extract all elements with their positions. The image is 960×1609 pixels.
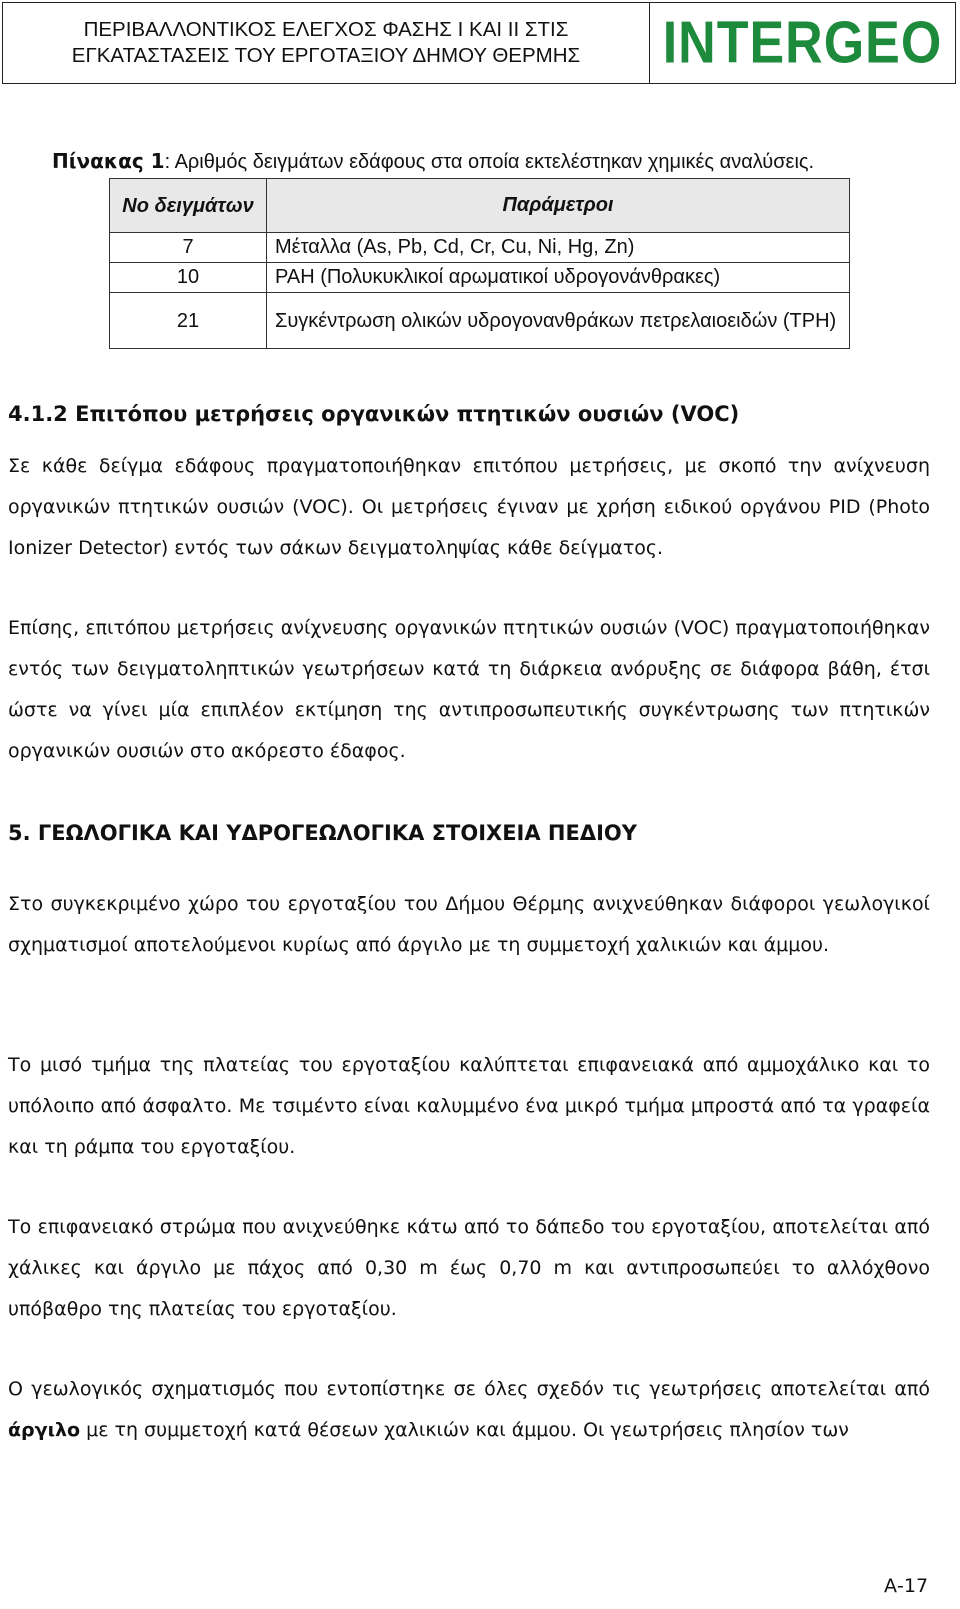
sample-count-cell: 7 [110, 233, 267, 263]
paragraph [8, 1369, 930, 1451]
paragraph-text: Ο γεωλογικός σχηματισμός που εντοπίστηκε σε όλες σχεδόν τις γεωτρήσεις αποτελείται από [8, 1378, 930, 1400]
section-heading-4-1-2: 4.1.2 Επιτόπου μετρήσεις οργανικών πτητικών ουσιών (VOC) [8, 402, 740, 426]
paragraph: Σε κάθε δείγμα εδάφους πραγματοποιήθηκαν επιτόπου μετρήσεις, με σκοπό την ανίχνευση οργανικών πτητικών ουσιών (VOC). Οι μετρήσεις έγιναν με χρήση ειδικού οργάνου PID (Photo Ionizer Detector) εντός των σάκων δειγματοληψίας κάθε δείγματος. [8, 455, 930, 559]
document-title-line-1: ΠΕΡΙΒΑΛΛΟΝΤΙΚΟΣ ΕΛΕΓΧΟΣ ΦΑΣΗΣ Ι ΚΑΙ ΙΙ ΣΤΙΣ [83, 18, 569, 41]
section-heading-5: 5. ΓΕΩΛΟΓΙΚΑ ΚΑΙ ΥΔΡΟΓΕΩΛΟΓΙΚΑ ΣΤΟΙΧΕΙΑ ΠΕΔΙΟΥ [8, 821, 637, 845]
document-title-line-2: ΕΓΚΑΤΑΣΤΑΣΕΙΣ ΤΟΥ ΕΡΓΟΤΑΞΙΟΥ ΔΗΜΟΥ ΘΕΡΜΗΣ [71, 44, 581, 67]
samples-table [109, 178, 850, 349]
emphasized-term: άργιλο [8, 1419, 81, 1441]
intergeo-logo [650, 3, 955, 83]
paragraph: Στο συγκεκριμένο χώρο του εργοταξίου του Δήμου Θέρμης ανιχνεύθηκαν διάφοροι γεωλογικοί σχηματισμοί αποτελούμενοι κυρίως από άργιλο με τη συμμετοχή χαλικιών και άμμου. [8, 893, 930, 956]
table-row [110, 233, 850, 263]
table-caption-label: Πίνακας 1 [52, 149, 165, 173]
table-caption-text: : Αριθμός δειγμάτων εδάφους στα οποία εκτελέστηκαν χημικές αναλύσεις. [164, 151, 815, 173]
parameter-cell: Συγκέντρωση ολικών υδρογονανθράκων πετρελαιοειδών (TPH) [267, 293, 850, 349]
page-header [2, 2, 956, 84]
page-number: Α-17 [884, 1575, 929, 1597]
table-row [110, 263, 850, 293]
logo-text: INTERGEO [662, 9, 943, 77]
parameter-cell: Μέταλλα (As, Pb, Cd, Cr, Cu, Ni, Hg, Zn) [267, 233, 850, 263]
table-caption [52, 149, 814, 174]
document-title [3, 3, 650, 83]
paragraph: Το επιφανειακό στρώμα που ανιχνεύθηκε κάτω από το δάπεδο του εργοταξίου, αποτελείται από χάλικες και άργιλο με πάχος από 0,30 m έως 0,70 m και αντιπροσωπεύει το αλλόχθονο υπόβαθρο της πλατείας του εργοταξίου. [8, 1216, 930, 1320]
paragraph: Το μισό τμήμα της πλατείας του εργοταξίου καλύπτεται επιφανειακά από αμμοχάλικο και το υπόλοιπο από άσφαλτο. Με τσιμέντο είναι καλυμμένο ένα μικρό τμήμα μπροστά από τα γραφεία και τη ράμπα του εργοταξίου. [8, 1054, 930, 1158]
sample-count-cell: 21 [110, 293, 267, 349]
paragraph: Επίσης, επιτόπου μετρήσεις ανίχνευσης οργανικών πτητικών ουσιών (VOC) πραγματοποιήθηκαν εντός των δειγματοληπτικών γεωτρήσεων κατά τη διάρκεια ανόρυξης σε διάφορα βάθη, έτσι ώστε να γίνει μία επιπλέον εκτίμηση της αντιπροσωπευτικής συγκέντρωσης των πτητικών οργανικών ουσιών στο ακόρεστο έδαφος. [8, 617, 930, 762]
table-row [110, 293, 850, 349]
sample-count-cell: 10 [110, 263, 267, 293]
column-header-parameters: Παράμετροι [267, 179, 850, 233]
paragraph-text: με τη συμμετοχή κατά θέσεων χαλικιών και άμμου. Οι γεωτρήσεις πλησίον των [86, 1419, 849, 1441]
parameter-cell: PAH (Πολυκυκλικοί αρωματικοί υδρογονάνθρακες) [267, 263, 850, 293]
table-header-row [110, 179, 850, 233]
column-header-sample-count: Νο δειγμάτων [110, 179, 267, 233]
